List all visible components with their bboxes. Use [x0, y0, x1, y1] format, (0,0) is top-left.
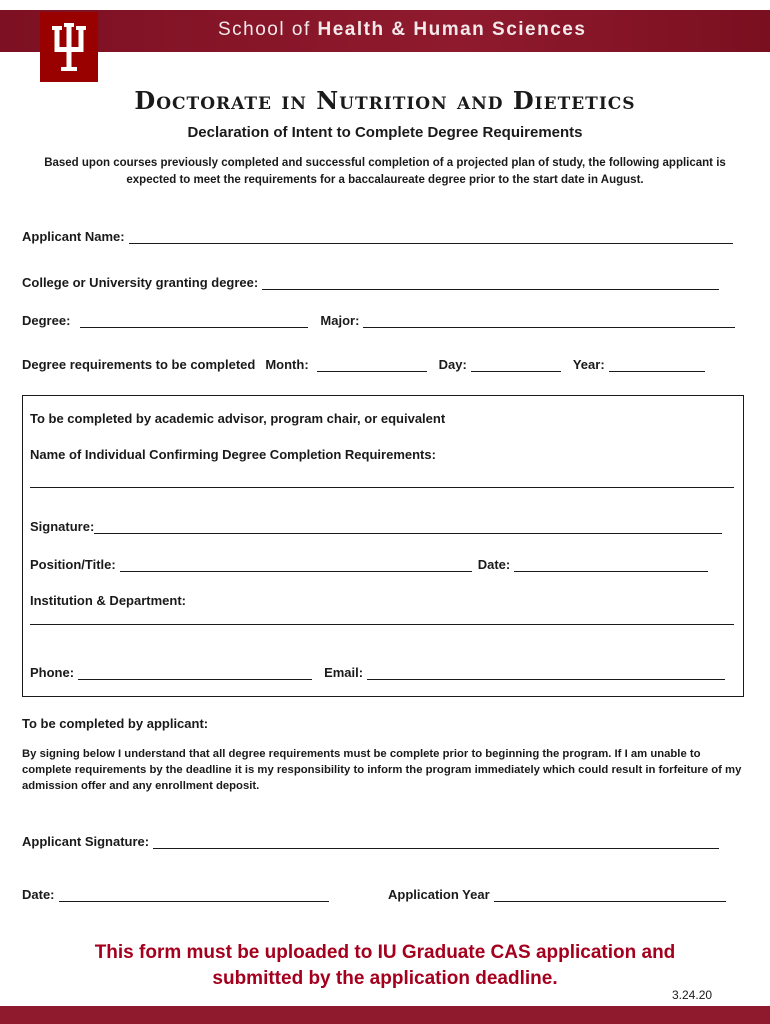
form-version: 3.24.20: [672, 988, 713, 1002]
applicant-date-row: [22, 887, 329, 902]
confirming-name-label: Name of Individual Confirming Degree Completion Requirements:: [30, 447, 436, 462]
major-field[interactable]: [363, 315, 735, 328]
phone-field[interactable]: [78, 667, 312, 680]
phone-label: Phone:: [30, 665, 75, 680]
college-row: [22, 275, 719, 290]
email-label: Email:: [324, 665, 364, 680]
application-year-row: [388, 887, 726, 902]
applicant-signature-field[interactable]: [153, 836, 719, 849]
applicant-section-heading: To be completed by applicant:: [22, 716, 209, 731]
phone-email-row: [30, 665, 725, 680]
school-name-banner: [218, 19, 586, 41]
advisor-section-box: [22, 395, 744, 697]
advisor-signature-label: Signature:: [30, 519, 95, 534]
major-label: Major:: [320, 313, 360, 328]
day-field[interactable]: [471, 359, 561, 372]
advisor-signature-field[interactable]: [94, 521, 722, 534]
month-field[interactable]: [317, 359, 427, 372]
application-year-field[interactable]: [494, 889, 726, 902]
advisor-date-field[interactable]: [514, 559, 708, 572]
position-label: Position/Title:: [30, 557, 116, 572]
applicant-signature-label: Applicant Signature:: [22, 834, 150, 849]
month-label: Month:: [265, 357, 309, 372]
year-field[interactable]: [609, 359, 705, 372]
applicant-statement: By signing below I understand that all degree requirements must be complete prior to beginning the program. If I am unable to complete requirements by the deadline it is my responsibility to inform the program immediately which could result in forfeiture of my admission offer and any enrollment deposit.: [22, 748, 742, 792]
degree-major-row: [22, 313, 735, 328]
iu-logo: [40, 12, 98, 82]
college-field[interactable]: [262, 277, 719, 290]
trident-icon: [40, 12, 98, 82]
intro-paragraph: Based upon courses previously completed and successful completion of a projected plan of study, the following applicant is expected to meet the requirements for a baccalaureate degree prior to the start date in August.: [44, 157, 726, 186]
position-field[interactable]: [120, 559, 472, 572]
degree-label: Degree:: [22, 313, 71, 328]
applicant-date-label: Date:: [22, 887, 55, 902]
institution-field[interactable]: [30, 624, 734, 625]
form-subtitle: Declaration of Intent to Complete Degree Requirements: [187, 124, 583, 141]
completion-date-row: [22, 357, 705, 372]
advisor-heading: To be completed by academic advisor, program chair, or equivalent: [30, 411, 446, 426]
notice-line-1: This form must be uploaded to IU Graduate CAS application and: [94, 942, 676, 963]
applicant-date-field[interactable]: [59, 889, 329, 902]
applicant-name-row: [22, 229, 733, 244]
school-prefix: School of: [218, 19, 311, 40]
advisor-date-label: Date:: [477, 557, 511, 572]
year-label: Year:: [572, 357, 605, 372]
confirming-name-field[interactable]: [30, 487, 734, 488]
college-label: College or University granting degree:: [22, 275, 259, 290]
applicant-signature-row: [22, 834, 719, 849]
page-title: Doctorate in Nutrition and Dietetics: [134, 86, 636, 115]
applicant-name-label: Applicant Name:: [22, 229, 125, 244]
position-date-row: [30, 557, 708, 572]
applicant-name-field[interactable]: [129, 231, 733, 244]
day-label: Day:: [438, 357, 467, 372]
notice-line-2: submitted by the application deadline.: [212, 968, 558, 989]
email-field[interactable]: [367, 667, 725, 680]
advisor-signature-row: [30, 519, 722, 534]
application-year-label: Application Year: [388, 887, 490, 902]
footer-band: [0, 1006, 770, 1024]
completion-label: Degree requirements to be completed: [22, 357, 256, 372]
school-name: Health & Human Sciences: [317, 19, 587, 40]
upload-notice: [0, 940, 770, 992]
degree-field[interactable]: [80, 315, 308, 328]
institution-label: Institution & Department:: [30, 593, 186, 608]
